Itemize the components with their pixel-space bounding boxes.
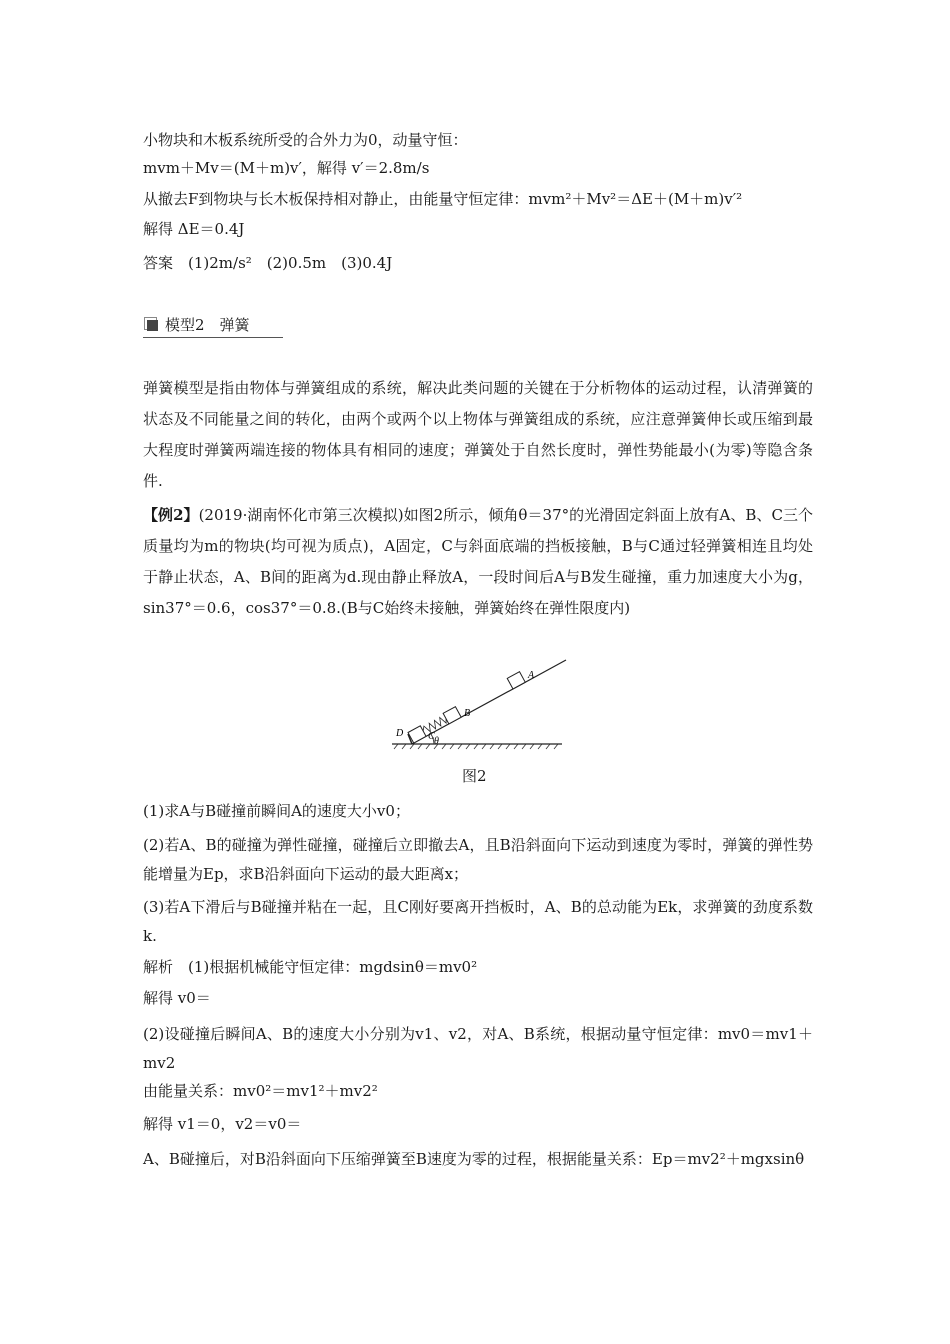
solution-line: 解析 (1)根据机械能守恒定律：mgdsinθ＝mv0² — [143, 958, 478, 976]
example-tag: 【例2】 — [143, 506, 199, 524]
text-line: 解得 ΔE＝0.4J — [143, 220, 245, 238]
label-b: B — [464, 708, 471, 719]
solution-line: 由能量关系：mv0²＝mv1²＋mv2² — [143, 1082, 378, 1100]
incline-figure — [390, 658, 570, 750]
ground-hatching — [394, 744, 558, 749]
question-2: (2)若A、B的碰撞为弹性碰撞，碰撞后立即撤去A，且B沿斜面向下运动到速度为零时，弹簧的弹性势能增量为Ep，求B沿斜面向下运动的最大距离x； — [143, 836, 813, 883]
label-a: A — [528, 670, 535, 681]
label-c: C — [428, 731, 435, 742]
model-description: 弹簧模型是指由物体与弹簧组成的系统，解决此类问题的关键在于分析物体的运动过程，认清弹簧的状态及不同能量之间的转化，由两个或两个以上物体与弹簧组成的系统，应注意弹簧伸长或压缩到最大程度时弹簧两端连接的物体具有相同的速度；弹簧处于自然长度时，弹性势能最小(为零)等隐含条件. — [143, 379, 813, 490]
heading-underline — [143, 337, 283, 338]
incline-line — [412, 660, 566, 744]
text-line: 从撤去F到物块与长木板保持相对静止，由能量守恒定律：mvm²＋Mv²＝ΔE＋(M＋m)v′² — [143, 190, 743, 208]
question-1: (1)求A与B碰撞前瞬间A的速度大小v0； — [143, 802, 410, 820]
block-a — [507, 672, 525, 689]
figure-caption: 图2 — [462, 767, 487, 785]
text-line: 小物块和木板系统所受的合外力为0，动量守恒： — [143, 131, 468, 149]
solution-line: 解得 v1＝0，v2＝v0＝ — [143, 1115, 302, 1133]
section-heading — [143, 312, 283, 338]
solution-line: (2)设碰撞后瞬间A、B的速度大小分别为v1、v2，对A、B系统，根据动量守恒定律：mv0＝mv1＋mv2 — [143, 1025, 813, 1072]
question-3: (3)若A下滑后与B碰撞并粘在一起，且C刚好要离开挡板时，A、B的总动能为Ek，求弹簧的劲度系数k. — [143, 898, 813, 945]
solution-line: 解得 v0＝ — [143, 989, 211, 1007]
answer-line: 答案 (1)2m/s² (2)0.5m (3)0.4J — [143, 254, 393, 272]
text-line: mvm＋Mv＝(M＋m)v′，解得 v′＝2.8m/s — [143, 159, 430, 177]
label-theta: θ — [434, 736, 439, 747]
section-title: 模型2 弹簧 — [165, 316, 250, 334]
example-problem — [143, 500, 813, 624]
heading-square-icon — [147, 320, 158, 331]
example-text: (2019·湖南怀化市第三次模拟)如图2所示，倾角θ＝37°的光滑固定斜面上放有A、B、C三个质量均为m的物块(均可视为质点)，A固定，C与斜面底端的挡板接触，B与C通过轻弹簧相连且均处于静止状态，A、B间的距离为d.现由静止释放A，一段时间后A与B发生碰撞，重力加速度大小为g，sin37°＝0.6，cos37°＝0.8.(B与C始终未接触，弹簧始终在弹性限度内) — [143, 506, 813, 617]
solution-line: A、B碰撞后，对B沿斜面向下压缩弹簧至B速度为零的过程，根据能量关系：Ep＝mv2²＋mgxsinθ — [143, 1150, 805, 1168]
label-d: D — [396, 728, 404, 739]
